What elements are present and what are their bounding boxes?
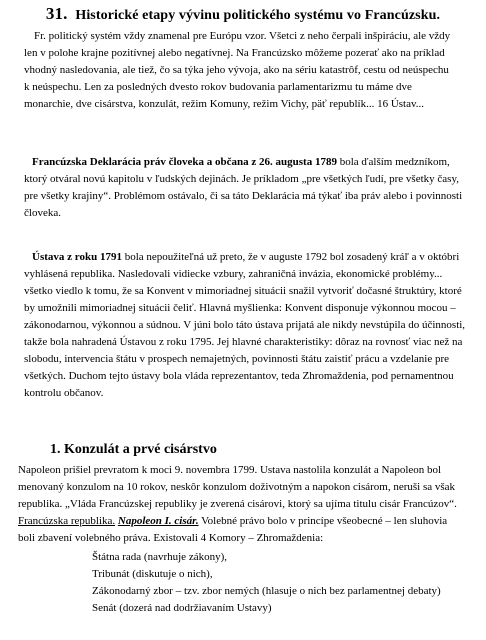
text-line: ktorý otváral novú kapitolu v ľudských dejinách. Je príkladom „pre všetkých ľudí, pre všetky časy, [24, 173, 459, 185]
paragraph-declaration [24, 154, 468, 222]
text-line: pre všetky krajiny“. Problémom ostávalo, či sa táto Deklarácia má týkať iba práv alebo i povinnosti [24, 190, 463, 202]
text-line: všetkých. Duchom tejto ústavy bola vláda reprezentantov, teda Zhromaždenia, pod pernamentnou [24, 370, 454, 382]
text-span: Volebné právo bolo v princípe všeobecné – len sluhovia [198, 515, 448, 527]
title-number: 31. [45, 4, 68, 23]
text-line: slobodu, intervencia štátu v prospech nemajetných, povinnosti štátu zaistiť prácu a vzdelanie pre [24, 353, 450, 365]
text-line [18, 513, 472, 530]
text-line: boli zbavení volebného práva. Existovali 4 Komory – Zhromaždenia: [18, 532, 324, 544]
section-body [18, 462, 472, 547]
text-line: len v polohe krajne pozitívnej alebo negatívnej. Na Francúzsko môžeme pozerať ako na príklad [24, 47, 445, 59]
text-span: bola ďalším medzníkom, [336, 156, 450, 168]
title-text: Historické etapy vývinu politického systému vo Francúzsku. [75, 8, 441, 23]
text-line: kontrolu občanov. [24, 387, 104, 399]
text-line: všetko viedlo k tomu, že sa Konvent v mimoriadnej situácii snažil vytvoriť dočasné štruktúry, ktoré [24, 285, 462, 297]
list-item: Senát (dozerá nad dodržiavaním Ustavy) [92, 602, 272, 614]
underlined-text: Francúzska republika. [18, 515, 116, 527]
paragraph-intro [24, 28, 468, 113]
list-item: Štátna rada (navrhuje zákony), [92, 551, 227, 563]
bold-lead: Francúzska Deklarácia práv človeka a občana z 26. augusta 1789 [32, 156, 337, 168]
list-item: Zákonodarný zbor – tzv. zbor nemých (hlasuje o nich bez parlamentnej debaty) [92, 585, 441, 597]
text-line: k neúspechu. Len za posledných dvesto rokov budovania parlamentarizmu tu máme dve [24, 81, 412, 93]
text-span: bola nepoužiteľná už preto, že v auguste 1792 bol zosadený kráľ a v októbri [121, 251, 460, 263]
chambers-list [92, 549, 486, 617]
emphasized-text: Napoleon I. cisár. [117, 515, 199, 527]
list-item: Tribunát (diskutuje o nich), [92, 568, 213, 580]
text-line [24, 154, 468, 171]
text-line: by umožnili mimoriadnej situácii čeliť. Hlavná myšlienka: Konvent disponuje výkonnou mocou – [24, 302, 456, 314]
text-line: vhodný nasledovania, ale tiež, čo sa týka jeho vývoja, ako na sériu katastrôf, cestu od neúspechu [24, 64, 449, 76]
text-line: človeka. [24, 207, 61, 219]
paragraph-constitution-1791 [24, 249, 468, 402]
text-line: Napoleon prišiel prevratom k moci 9. novembra 1799. Ustava nastolila konzulát a Napoleon bol [18, 464, 442, 476]
text-line: zákonodarnou, výkonnou a súdnou. V júni bolo táto ústava prijatá ale nikdy nevstúpila do účinnosti, [24, 319, 466, 331]
bold-lead: Ústava z roku 1791 [32, 251, 122, 263]
page-title [0, 4, 486, 26]
text-line: monarchie, dve cisárstva, konzulát, režim Komuny, režim Vichy, päť republík... 16 Ústav... [24, 98, 425, 110]
text-line [24, 249, 468, 266]
text-line: menovaný konzulom na 10 rokov, neskôr konzulom doživotným a napokon cisárom, neruši sa však [18, 481, 456, 493]
section-heading: 1. Konzulát a prvé cisárstvo [50, 442, 217, 457]
text-line: takže bola nahradená Ústavou z roku 1795. Jej hlavné charakteristiky: dôraz na rovnosť viac než na [24, 336, 463, 348]
text-line: Fr. politický systém vždy znamenal pre Európu vzor. Všetci z neho čerpali inšpiráciu, ale vždy [34, 30, 451, 42]
text-line: vyhlásená republika. Nasledovali vidiecke vzbury, zahraničná invázia, ekonomické problémy... [24, 268, 443, 280]
text-line: republika. „Vláda Francúzskej republiky je zverená cisárovi, ktorý sa ujíma titulu cisár Francúzov“. [18, 498, 457, 510]
